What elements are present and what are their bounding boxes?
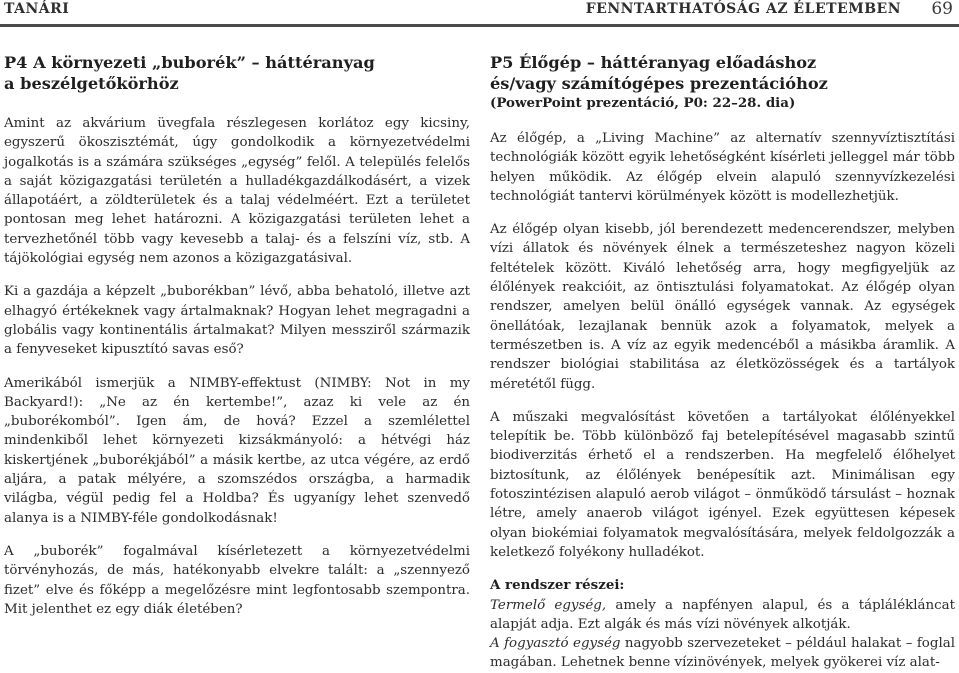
page-header xyxy=(0,0,959,24)
definition-consumer xyxy=(490,634,955,673)
definition-consumer-text: nagyobb szervezeteket – például halakat – foglal magában. Lehetnek benne vízinövények, melyek gyökerei víz alat- xyxy=(490,636,955,671)
right-paragraph-1: Az élőgép, a „Living Machine” az alternatív szennyvíztisztítási technológiák között egyik lehetőségként kísérleti jelleggel már több helyen működik. Az élőgép elvein alapuló szennyvízkezelési technológiát tantervi körülmények között is modellezhetjük. xyxy=(490,131,955,204)
left-title-line2: a beszélgetőkörhöz xyxy=(4,74,179,93)
right-title-line1: P5 Élőgép – háttéranyag előadáshoz xyxy=(490,53,817,72)
right-column xyxy=(490,52,955,673)
section-heading: A rendszer részei: xyxy=(490,577,625,594)
term-consumer: A fogyasztó egység xyxy=(490,636,621,652)
left-title-line1: P4 A környezeti „buborék” – háttéranyag xyxy=(4,53,375,72)
left-paragraph-4: A „buborék” fogalmával kísérletezett a környezetvédelmi törvényhozás, de más, hatékonyabb elvekre talált: a „szennyező fizet” elve és főképp a megelőzésre mint legfontosabb szempontra. Mit jelenthet ez egy diák életében? xyxy=(4,543,470,617)
left-paragraph-3: Amerikából ismerjük a NIMBY-effektust (NIMBY: Not in my Backyard!): „Ne az én kertembe!”, azaz ki vele az én „buborékomból”. Igen ám, de hová? Ezzel a szemlélettel mindenkiből lehet környezeti kizsákmányoló: a hétvégi ház kiskertjének „buborékjából” a másik kertbe, az utca végére, az erdő aljára, a patak mélyére, a szomszédos országba, a harmadik világba, végül pedig fel a Holdba? És ugyanígy lehet szenvedő alanya is a NIMBY-féle gondolkodásnak! xyxy=(4,375,470,526)
definition-producer xyxy=(490,596,955,635)
right-paragraph-2: Az élőgép olyan kisebb, jól berendezett medencerendszer, melyben vízi állatok és növények élnek a természeteshez nagyon közeli feltételek között. Kiváló lehetőség arra, hogy megfigyeljük az élőlények reakcióit, az öntisztulási folyamatokat. Az élőgép olyan rendszer, amelyen belül önálló egységek vannak. Az egységek önellátóak, lezajlanak bennük azok a folyamatok, melyek a természetben is. A víz az egyik medencéből a másikba áramlik. A rendszer biológiai stabilitása az életközösségek és a tartályok méretétől függ. xyxy=(490,222,955,392)
header-section-label: TANÁRI xyxy=(4,1,70,17)
definition-producer-text: amely a napfényen alapul, és a táplálékláncat alapját adja. Ezt algák és más vízi növények alkotják. xyxy=(490,597,955,632)
right-title-line2: és/vagy számítógépes prezentációhoz xyxy=(490,74,828,93)
page-number: 69 xyxy=(931,0,953,19)
term-producer: Termelő egység, xyxy=(490,597,607,613)
right-subtitle: (PowerPoint prezentáció, P0: 22–28. dia) xyxy=(490,95,796,111)
left-column xyxy=(4,52,470,633)
left-paragraph-2: Ki a gazdája a képzelt „buborékban” lévő, abba behatoló, illetve azt elhagyó értékeknek vagy ártalmaknak? Hogyan lehet megragadni a globális vagy kontinentális ártalmakat? Milyen messziről származik a fenyveseket kipusztító savas eső? xyxy=(4,284,470,358)
header-rule xyxy=(0,24,959,27)
left-paragraph-1: Amint az akvárium üvegfala részlegesen korlátoz egy kicsiny, egyszerű ökoszisztémát, úgy gondolkodik a környezetvédelmi jogalkotás is a számára szükséges „egység” felől. A település felelős a saját közigazgatási területén a hulladékgazdálkodásért, a vizek állapotáért, a zöldterületek és a talaj védelméért. Ezt a területet pontosan meg lehet határozni. A közigazgatási területen lehet a tervezhetőnél több vagy kevesebb a talaj- és a felszíni víz, stb. A tájökológiai egység nem azonos a közigazgatásival. xyxy=(4,116,470,267)
header-book-title: FENNTARTHATÓSÁG AZ ÉLETEMBEN xyxy=(585,1,901,17)
right-paragraph-3: A műszaki megvalósítást követően a tartályokat élőlényekkel telepítik be. Több különböző faj betelepítésével magasabb szintű biodiverzitás érhető el a rendszerben. Ha megfelelő élőhelyet biztosítunk, az élőlények benépesítik azt. Minimálisan egy fotoszintézisen alapuló aerob világot – önműködő társulást – hoznak létre, amely anaerob világot igényel. Ezek együttesen képesek olyan biokémiai folyamatok megvalósítására, melyek feldolgozzák a keletkező folyékony hulladékot. xyxy=(490,409,955,560)
